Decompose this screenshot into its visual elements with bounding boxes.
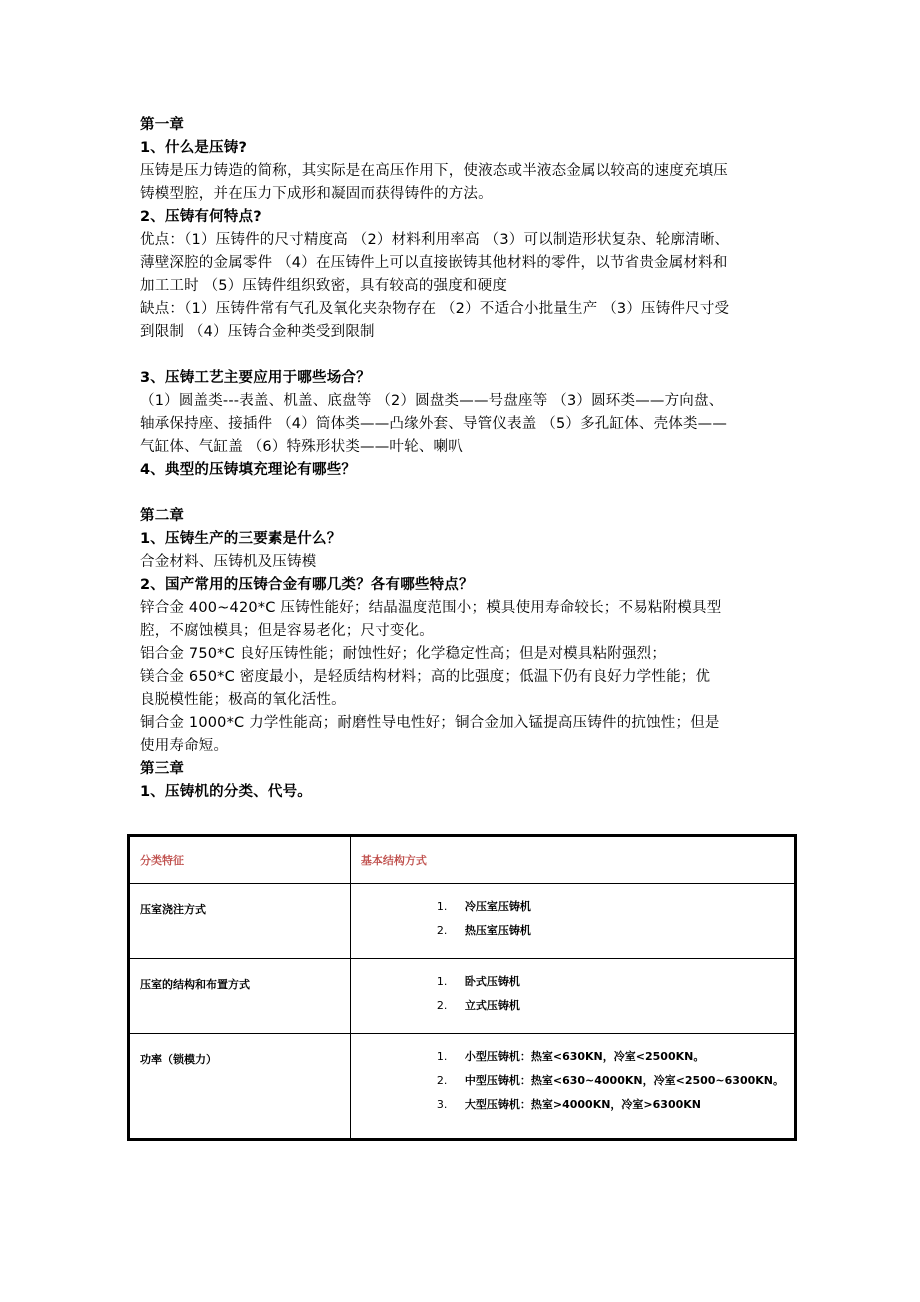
die-casting-machine-classification-table bbox=[127, 834, 797, 1141]
list-text: 中型压铸机：热室<630~4000KN，冷室<2500~6300KN。 bbox=[464, 1074, 784, 1087]
chapter2-answer-2-line: 锌合金 400~420*C 压铸性能好；结晶温度范围小；模具使用寿命较长；不易粘附模具型 bbox=[140, 600, 722, 616]
chapter1-question-2: 2、压铸有何特点? bbox=[140, 209, 262, 225]
table-cell-feature bbox=[129, 884, 351, 959]
chapter2-answer-2-line: 腔，不腐蚀模具；但是容易老化；尺寸变化。 bbox=[140, 623, 434, 639]
list-text: 热压室压铸机 bbox=[464, 924, 531, 937]
chapter1-answer-3-line: 气缸体、气缸盖 （6）特殊形状类——叶轮、喇叭 bbox=[140, 439, 463, 455]
table-header-cell: 基本结构方式 bbox=[350, 836, 795, 884]
list-item bbox=[361, 895, 784, 919]
chapter1-answer-2-line: 优点：（1）压铸件的尺寸精度高 （2）材料利用率高 （3）可以制造形状复杂、轮廓清晰、 bbox=[140, 232, 730, 248]
chapter1-answer-2-line: 缺点：（1）压铸件常有气孔及氧化夹杂物存在 （2）不适合小批量生产 （3）压铸件尺寸受 bbox=[140, 301, 730, 317]
chapter2-answer-2-line: 良脱模性能；极高的氧化活性。 bbox=[140, 692, 346, 708]
chapter2-answer-1: 合金材料、压铸机及压铸模 bbox=[140, 554, 317, 570]
chapter1-question-1: 1、什么是压铸? bbox=[140, 140, 248, 156]
list-text: 卧式压铸机 bbox=[464, 975, 520, 988]
chapter1-answer-2-line: 加工工时 （5）压铸件组织致密，具有较高的强度和硬度 bbox=[140, 278, 508, 294]
chapter2-answer-2-line: 铜合金 1000*C 力学性能高；耐磨性导电性好；铜合金加入锰提高压铸件的抗蚀性；但是 bbox=[140, 715, 720, 731]
chapter2-answer-2-line: 铝合金 750*C 良好压铸性能；耐蚀性好；化学稳定性高；但是对模具粘附强烈； bbox=[140, 646, 667, 662]
blank-line bbox=[140, 344, 800, 367]
chapter1-answer-3-line: （1）圆盖类---表盖、机盖、底盘等 （2）圆盘类——号盘座等 （3）圆环类——方向盘、 bbox=[140, 393, 724, 409]
table-cell-feature bbox=[129, 1034, 351, 1140]
table-row bbox=[129, 1034, 796, 1140]
blank-line bbox=[140, 482, 800, 505]
structure-list bbox=[361, 1034, 784, 1117]
list-number: 2. bbox=[436, 999, 448, 1012]
list-item bbox=[361, 1093, 784, 1117]
list-number: 1. bbox=[436, 900, 448, 913]
chapter1-question-3: 3、压铸工艺主要应用于哪些场合？ bbox=[140, 370, 371, 386]
feature-text: 压室的结构和布置方式 bbox=[140, 978, 250, 991]
list-number: 2. bbox=[436, 1074, 448, 1087]
table-cell-structure bbox=[350, 884, 795, 959]
chapter1-question-4: 4、典型的压铸填充理论有哪些？ bbox=[140, 462, 357, 478]
list-item bbox=[361, 919, 784, 943]
structure-list bbox=[361, 884, 784, 943]
list-item bbox=[361, 1045, 784, 1069]
chapter1-answer-1-line: 压铸是压力铸造的简称，其实际是在高压作用下，使液态或半液态金属以较高的速度充填压 bbox=[140, 163, 728, 179]
list-text: 小型压铸机：热室<630KN，冷室<2500KN。 bbox=[464, 1050, 705, 1063]
table-row bbox=[129, 959, 796, 1034]
chapter1-answer-1-line: 铸模型腔，并在压力下成形和凝固而获得铸件的方法。 bbox=[140, 186, 493, 202]
list-number: 1. bbox=[436, 1050, 448, 1063]
list-item bbox=[361, 970, 784, 994]
chapter2-answer-2-line: 镁合金 650*C 密度最小，是轻质结构材料；高的比强度；低温下仍有良好力学性能；优 bbox=[140, 669, 711, 685]
chapter1-answer-2-line: 薄壁深腔的金属零件 （4）在压铸件上可以直接嵌铸其他材料的零件，以节省贵金属材料和 bbox=[140, 255, 728, 271]
chapter1-answer-2-line: 到限制 （4）压铸合金种类受到限制 bbox=[140, 324, 375, 340]
list-item bbox=[361, 994, 784, 1018]
list-text: 立式压铸机 bbox=[464, 999, 520, 1012]
table-cell-feature bbox=[129, 959, 351, 1034]
chapter2-heading: 第二章 bbox=[140, 508, 185, 524]
chapter1-answer-3-line: 轴承保持座、接插件 （4）筒体类——凸缘外套、导管仪表盖 （5）多孔缸体、壳体类—— bbox=[140, 416, 728, 432]
chapter1-heading: 第一章 bbox=[140, 117, 185, 133]
chapter3-heading: 第三章 bbox=[140, 761, 185, 777]
feature-text: 功率（锁模力） bbox=[140, 1053, 217, 1066]
chapter2-question-2: 2、国产常用的压铸合金有哪几类？各有哪些特点？ bbox=[140, 577, 474, 593]
chapter2-question-1: 1、压铸生产的三要素是什么？ bbox=[140, 531, 342, 547]
table-header-cell: 分类特征 bbox=[129, 836, 351, 884]
document-body bbox=[140, 114, 800, 804]
table-cell-structure bbox=[350, 959, 795, 1034]
feature-text: 压室浇注方式 bbox=[140, 903, 206, 916]
structure-list bbox=[361, 959, 784, 1018]
chapter3-question-1: 1、压铸机的分类、代号。 bbox=[140, 784, 312, 800]
list-text: 冷压室压铸机 bbox=[464, 900, 531, 913]
list-number: 2. bbox=[436, 924, 448, 937]
table-cell-structure bbox=[350, 1034, 795, 1140]
list-text: 大型压铸机：热室>4000KN，冷室>6300KN bbox=[464, 1098, 701, 1111]
chapter2-answer-2-line: 使用寿命短。 bbox=[140, 738, 229, 754]
list-item bbox=[361, 1069, 784, 1093]
list-number: 3. bbox=[436, 1098, 448, 1111]
list-number: 1. bbox=[436, 975, 448, 988]
table-row bbox=[129, 884, 796, 959]
table-header-row bbox=[129, 836, 796, 884]
